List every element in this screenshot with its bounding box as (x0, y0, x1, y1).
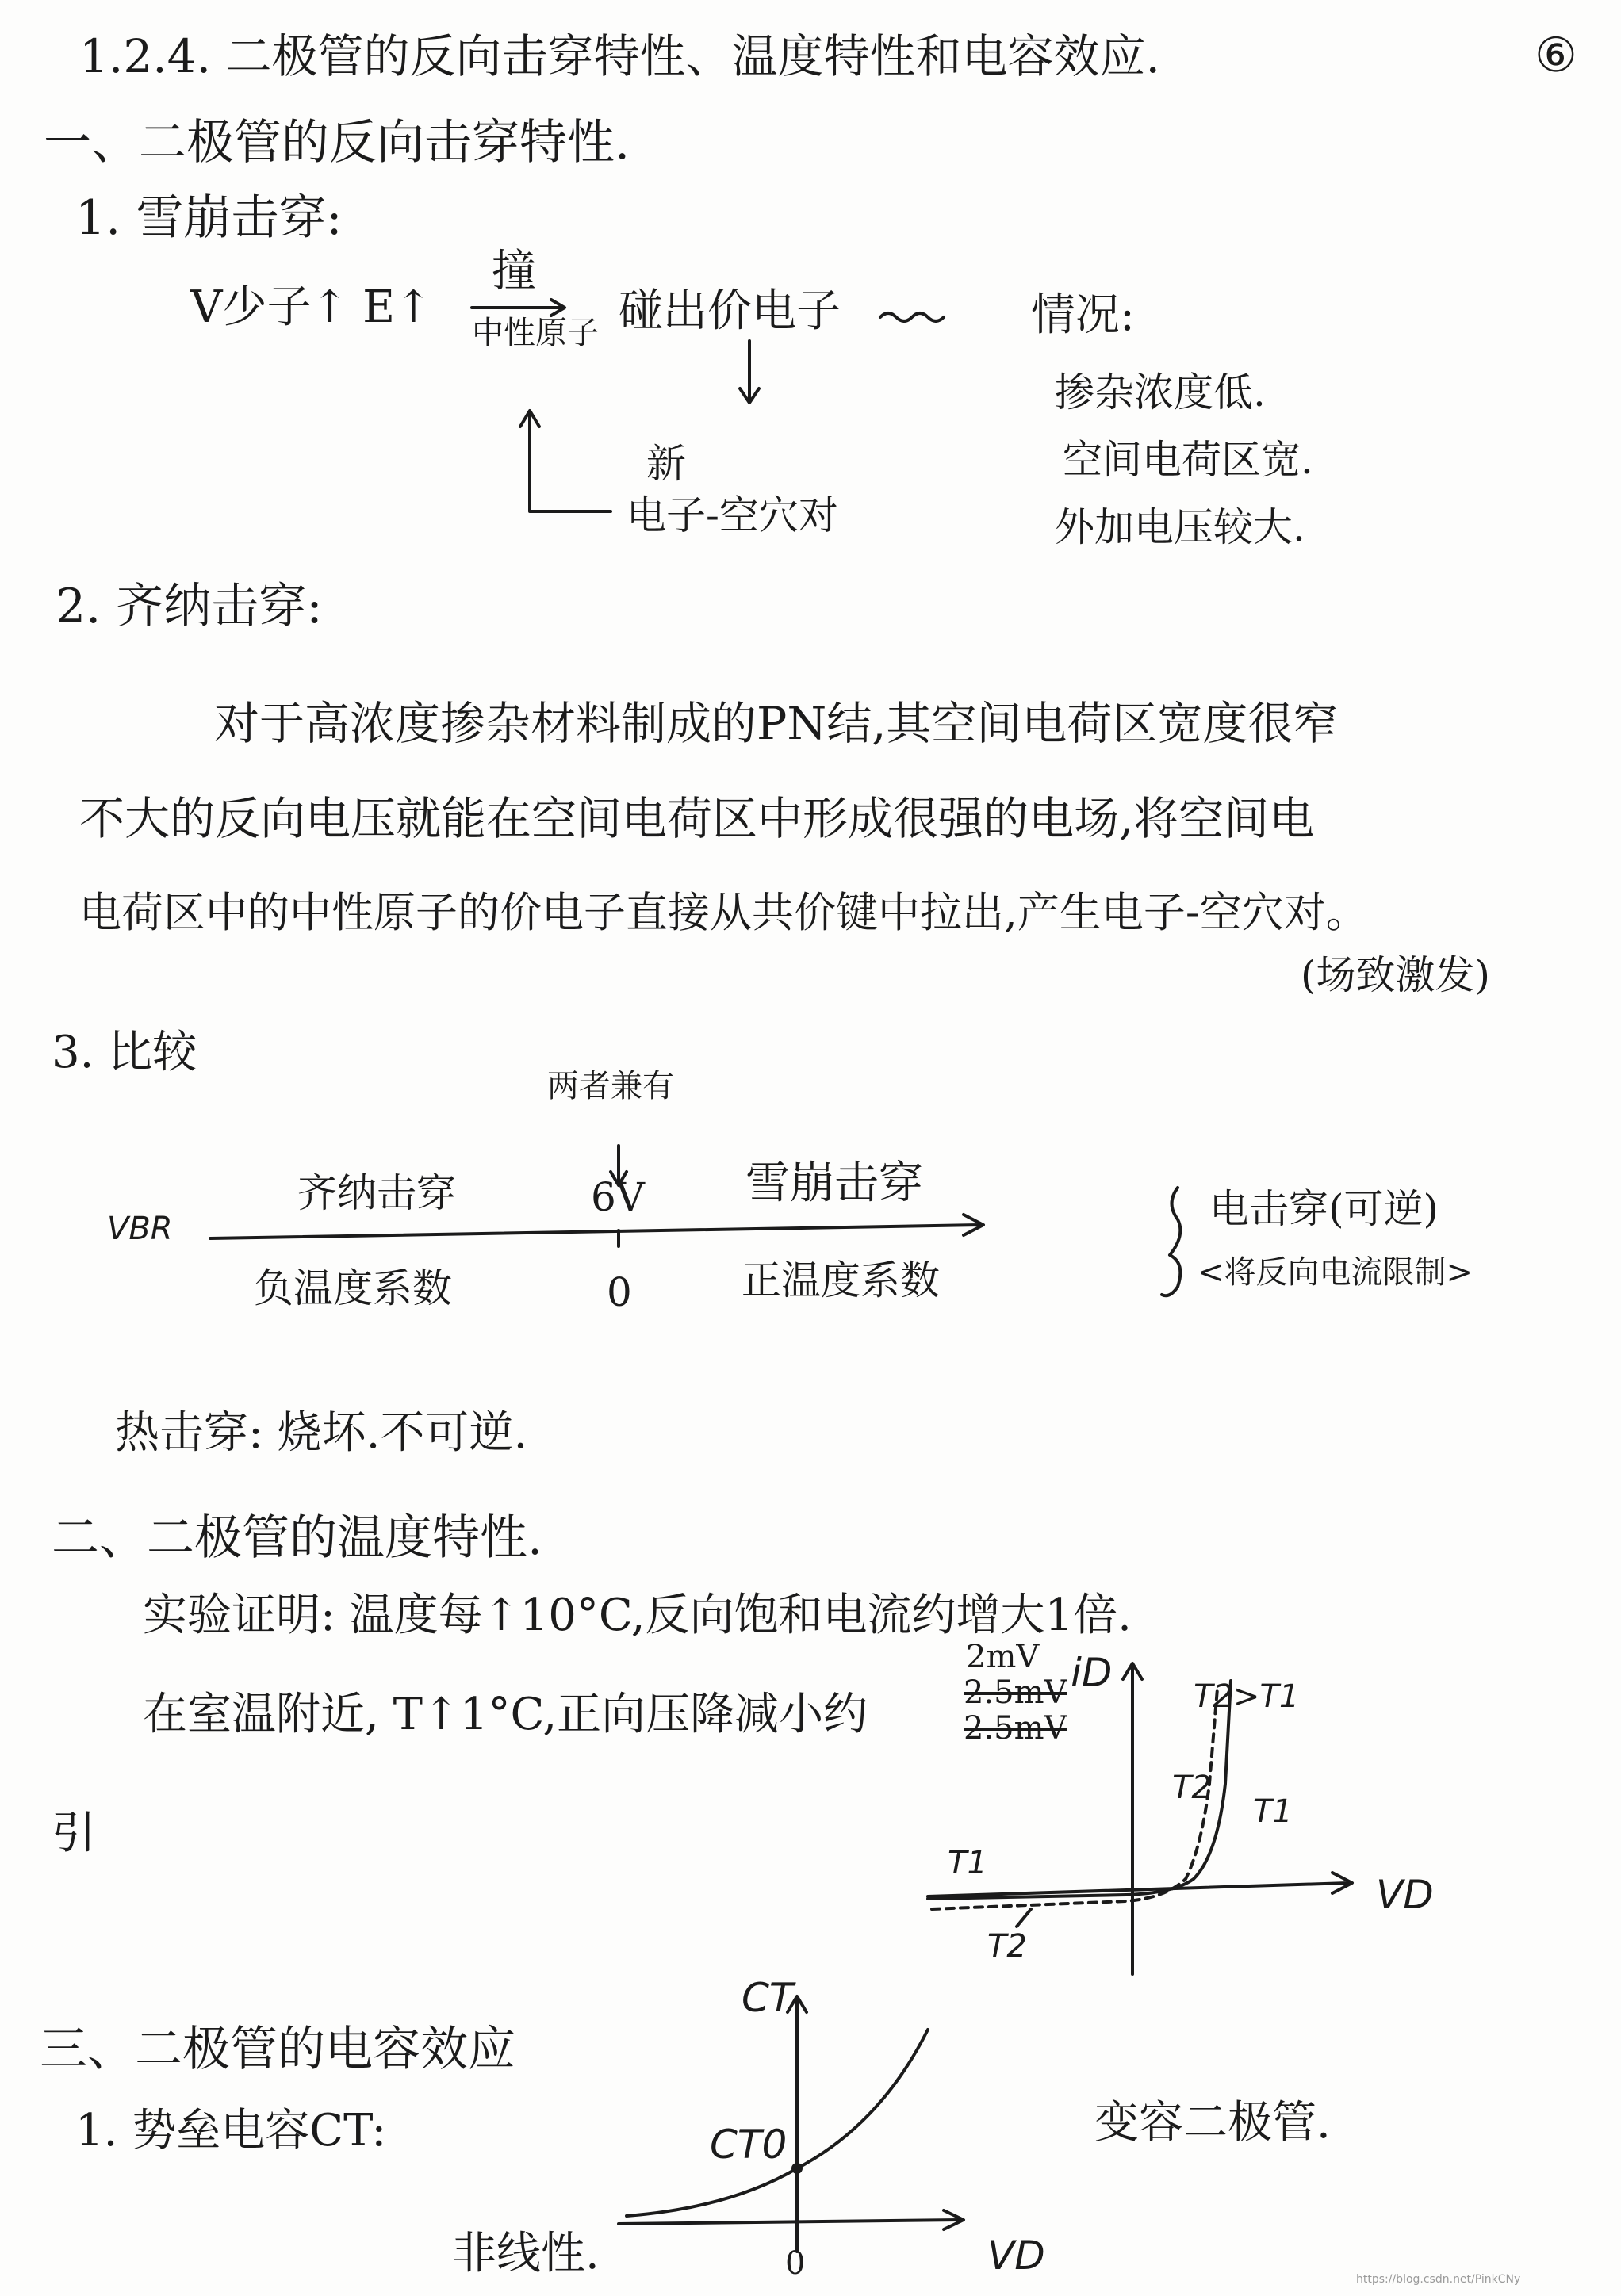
collide-arrow (472, 300, 565, 316)
avalanche-flow-start: V少子↑ E↑ (190, 281, 432, 333)
compare-heading: 3. 比较 (52, 1027, 197, 1078)
t1-reverse-label: T1 (948, 1845, 987, 1881)
bracket-line-2: <将反向电流限制> (1198, 1254, 1473, 1291)
zener-region-label: 齐纳击穿 (297, 1170, 456, 1216)
zener-heading: 2. 齐纳击穿: (56, 579, 323, 634)
temp-graph-y-axis: iD (1071, 1650, 1113, 1696)
value-struck-2: 2.5mV (964, 1710, 1067, 1747)
thermal-breakdown: 热击穿: 烧坏.不可逆. (115, 1407, 528, 1459)
temp-line-2: 在室温附近, T↑1°C,正向压降减小约 (143, 1689, 868, 1740)
avalanche-result: 碰出价电子 (619, 285, 841, 337)
temp-graph-x-axis: VD (1376, 1872, 1434, 1918)
cap-graph-y-axis: CT (742, 1975, 794, 2021)
arrow-top-label: 撞 (492, 246, 536, 297)
condition-2: 空间电荷区宽. (1063, 437, 1313, 483)
avalanche-heading: 1. 雪崩击穿: (75, 190, 343, 246)
barrier-capacitance-heading: 1. 势垒电容CT: (75, 2105, 387, 2156)
zero-label: 0 (607, 1269, 632, 1315)
wavy-connector (880, 313, 944, 321)
new-label: 新 (646, 441, 686, 487)
ct0-label: CT0 (710, 2122, 788, 2168)
threshold-label: 6V (591, 1174, 645, 1220)
zener-line-3: 电荷区中的中性原子的价电子直接从共价键中拉出,产生电子-空穴对。 (79, 889, 1368, 937)
cap-graph-axes (619, 1996, 964, 2252)
varactor-label: 变容二极管. (1094, 2097, 1331, 2149)
watermark: https://blog.csdn.net/PinkCNy (1356, 2273, 1521, 2286)
section1-heading: 一、二极管的反向击穿特性. (44, 115, 630, 170)
t2-reverse-label: T2 (987, 1928, 1027, 1965)
vbr-label: VBR (107, 1211, 173, 1247)
zener-note: (场致激发) (1301, 952, 1491, 998)
t1-label: T1 (1253, 1793, 1293, 1830)
page-title: 1.2.4. 二极管的反向击穿特性、温度特性和电容效应. (79, 29, 1160, 83)
value-struck-1: 2.5mV (964, 1674, 1067, 1711)
zener-line-2: 不大的反向电压就能在空间电荷区中形成很强的电场,将空间电 (79, 793, 1315, 845)
t2-pointer (1017, 1909, 1031, 1927)
cap-graph-x-axis: VD (987, 2233, 1045, 2279)
t2-label: T2 (1172, 1770, 1212, 1806)
condition-1: 掺杂浓度低. (1055, 369, 1266, 415)
section2-heading: 二、二极管的温度特性. (52, 1510, 543, 1566)
value-2mv: 2mV (966, 1639, 1040, 1675)
cap-graph-origin: 0 (785, 2245, 806, 2282)
curly-bracket (1162, 1188, 1180, 1295)
both-label: 两者兼有 (547, 1068, 674, 1104)
bracket-line-1: 电击穿(可逆) (1209, 1186, 1439, 1232)
positive-coef-label: 正温度系数 (742, 1257, 940, 1303)
down-arrow (740, 341, 759, 403)
new-pair: 电子-空穴对 (627, 492, 838, 538)
side-note: 引 (52, 1808, 96, 1859)
negative-coef-label: 负温度系数 (254, 1265, 452, 1311)
conditions-title: 情况: (1031, 289, 1135, 341)
ct0-point (791, 2163, 803, 2174)
arrow-bottom-label: 中性原子 (472, 315, 599, 351)
nonlinear-label: 非线性. (452, 2228, 600, 2279)
temp-line-1: 实验证明: 温度每↑10°C,反向饱和电流约增大1倍. (143, 1590, 1132, 1641)
zener-line-1: 对于高浓度掺杂材料制成的PN结,其空间电荷区宽度很窄 (214, 698, 1339, 750)
avalanche-region-label: 雪崩击穿 (745, 1158, 923, 1209)
condition-3: 外加电压较大. (1055, 504, 1305, 550)
section3-heading: 三、二极管的电容效应 (40, 2022, 515, 2077)
page-number: ⑥ (1535, 28, 1577, 83)
feedback-arrow (520, 411, 611, 511)
temp-graph-legend: T2>T1 (1194, 1678, 1300, 1715)
